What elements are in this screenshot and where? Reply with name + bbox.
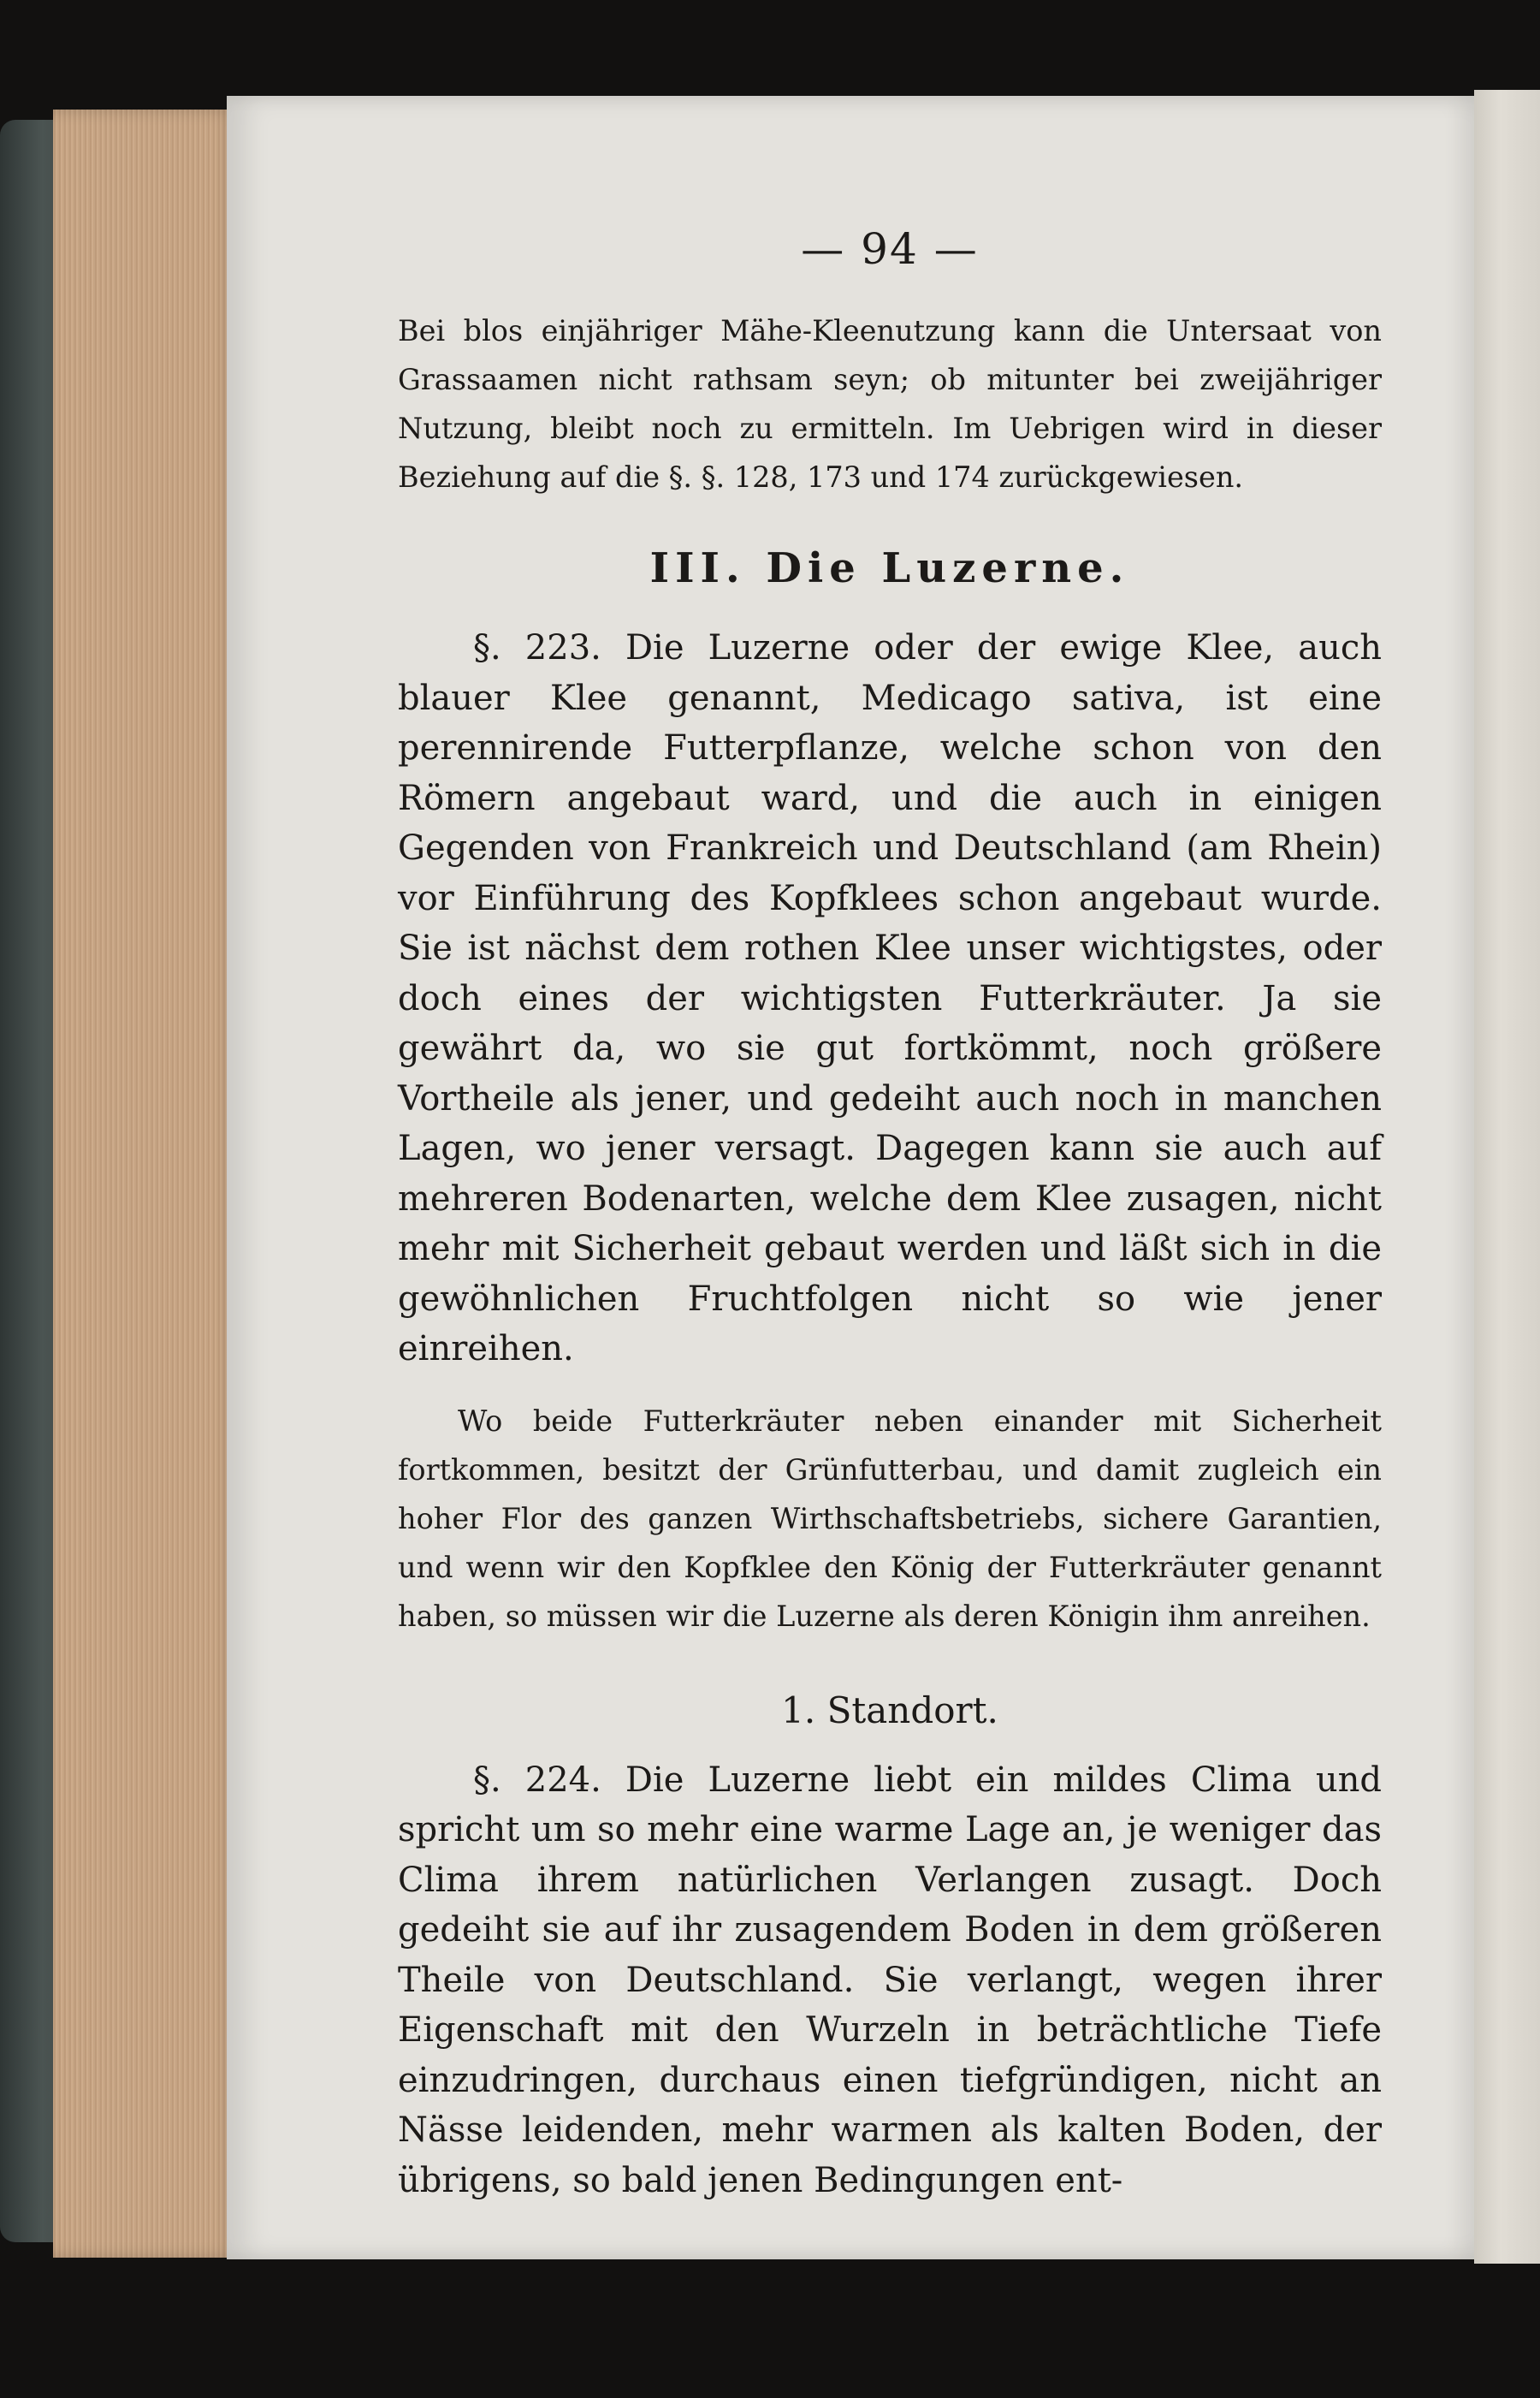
page-edges bbox=[53, 110, 237, 2258]
paragraph-223: §. 223. Die Luzerne oder der ewige Klee, auch blauer Klee genannt, Medicago sativa, ist eine perennirende Futterpflanze, welche schon von den Römern angebaut ward, und die auch in einigen Gegenden von Frankreich und Deutschland (am Rhein) vor Einführung des Kopfklees schon angebaut wurde. Sie ist nächst dem rothen Klee unser wichtigstes, oder doch eines der wichtigsten Futterkräuter. Ja sie gewährt da, wo sie gut fortkömmt, noch größere Vortheile als jener, und gedeiht auch noch in manchen Lagen, wo jener versagt. Dagegen kann sie auch auf mehreren Bodenarten, welche dem Klee zusagen, nicht mehr mit Sicherheit gebaut werden und läßt sich in die gewöhnlichen Fruchtfolgen nicht so wie jener einreihen. bbox=[398, 628, 1382, 1368]
section-heading: III. Die Luzerne. bbox=[649, 544, 1130, 592]
paragraph-note: Wo beide Futterkräuter neben einander mit Sicherheit fortkommen, besitzt der Grünfutterbau, und damit zugleich ein hoher Flor des ganzen Wirthschaftsbetriebs, sichere Garantien, und wenn wir den Kopfklee den König der Futterkräuter genannt haben, so müssen wir die Luzerne als deren Königin ihm anreihen. bbox=[398, 1404, 1382, 1633]
book-page bbox=[227, 96, 1474, 2259]
paragraph-intro: Bei blos einjähriger Mähe-Kleenutzung kann die Untersaat von Grassaamen nicht rathsam seyn; ob mitunter bei zweijähriger Nutzung, bleibt noch zu ermitteln. Im Uebrigen wird in dieser Beziehung auf die §. §. 128, 173 und 174 zurückgewiesen. bbox=[398, 314, 1382, 494]
sub-heading-standort: 1. Standort. bbox=[781, 1689, 998, 1731]
paragraph-224: §. 224. Die Luzerne liebt ein mildes Clima und spricht um so mehr eine warme Lage an, je weniger das Clima ihrem natürlichen Verlangen zusagt. Doch gedeiht sie auf ihr zusagendem Boden in dem größeren Theile von Deutschland. Sie verlangt, wegen ihrer Eigenschaft mit den Wurzeln in beträchtliche Tiefe einzudringen, durchaus einen tiefgründigen, nicht an Nässe leidenden, mehr warmen als kalten Boden, der übrigens, so bald jenen Bedingungen ent- bbox=[398, 1760, 1382, 2200]
page-number: — 94 — bbox=[801, 224, 979, 274]
facing-page-edge bbox=[1474, 90, 1540, 2264]
page-text bbox=[398, 224, 1382, 2205]
